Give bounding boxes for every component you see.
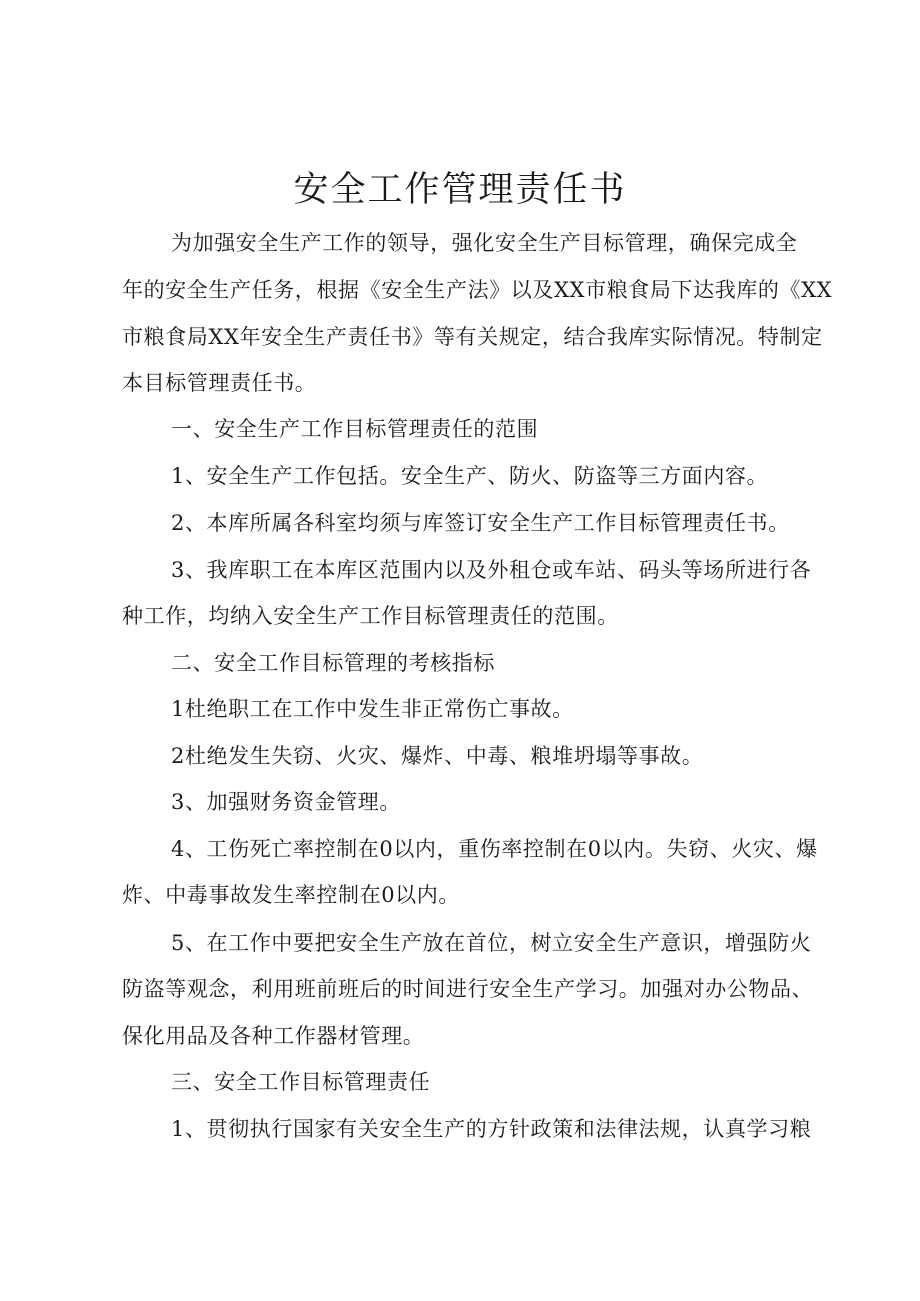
- paragraph-line: 本目标管理责任书。: [122, 371, 317, 395]
- list-item: 4、工伤死亡率控制在0以内，重伤率控制在0以内。失窃、火灾、爆: [171, 837, 818, 861]
- list-item-continuation: 种工作，均纳入安全生产工作目标管理责任的范围。: [122, 604, 619, 628]
- section-heading: 三、安全工作目标管理责任: [171, 1070, 431, 1094]
- list-item: 5、在工作中要把安全生产放在首位，树立安全生产意识，增强防火: [171, 931, 812, 955]
- list-item: 3、加强财务资金管理。: [171, 790, 401, 814]
- section-heading: 二、安全工作目标管理的考核指标: [171, 651, 495, 675]
- list-item: 3、我库职工在本库区范围内以及外租仓或车站、码头等场所进行各: [171, 558, 812, 582]
- paragraph-line: 市粮食局XX年安全生产责任书》等有关规定，结合我库实际情况。特制定: [122, 325, 823, 349]
- list-item: 2杜绝发生失窃、火灾、爆炸、中毒、粮堆坍塌等事故。: [171, 744, 704, 768]
- paragraph-line: 为加强安全生产工作的领导，强化安全生产目标管理，确保完成全: [171, 231, 798, 255]
- list-item: 1、贯彻执行国家有关安全生产的方针政策和法律法规，认真学习粮: [171, 1117, 812, 1141]
- paragraph-line: 年的安全生产任务，根据《安全生产法》以及XX市粮食局下达我库的《XX: [122, 278, 833, 302]
- list-item-continuation: 防盗等观念，利用班前班后的时间进行安全生产学习。加强对办公物品、: [122, 977, 814, 1001]
- list-item-continuation: 炸、中毒事故发生率控制在0以内。: [122, 883, 460, 907]
- list-item-continuation: 保化用品及各种工作器材管理。: [122, 1024, 425, 1048]
- document-title: 安全工作管理责任书: [293, 170, 627, 210]
- section-heading: 一、安全生产工作目标管理责任的范围: [171, 417, 539, 441]
- list-item: 1杜绝职工在工作中发生非正常伤亡事故。: [171, 697, 574, 721]
- list-item: 1、安全生产工作包括。安全生产、防火、防盗等三方面内容。: [171, 464, 769, 488]
- list-item: 2、本库所属各科室均须与库签订安全生产工作目标管理责任书。: [171, 511, 790, 535]
